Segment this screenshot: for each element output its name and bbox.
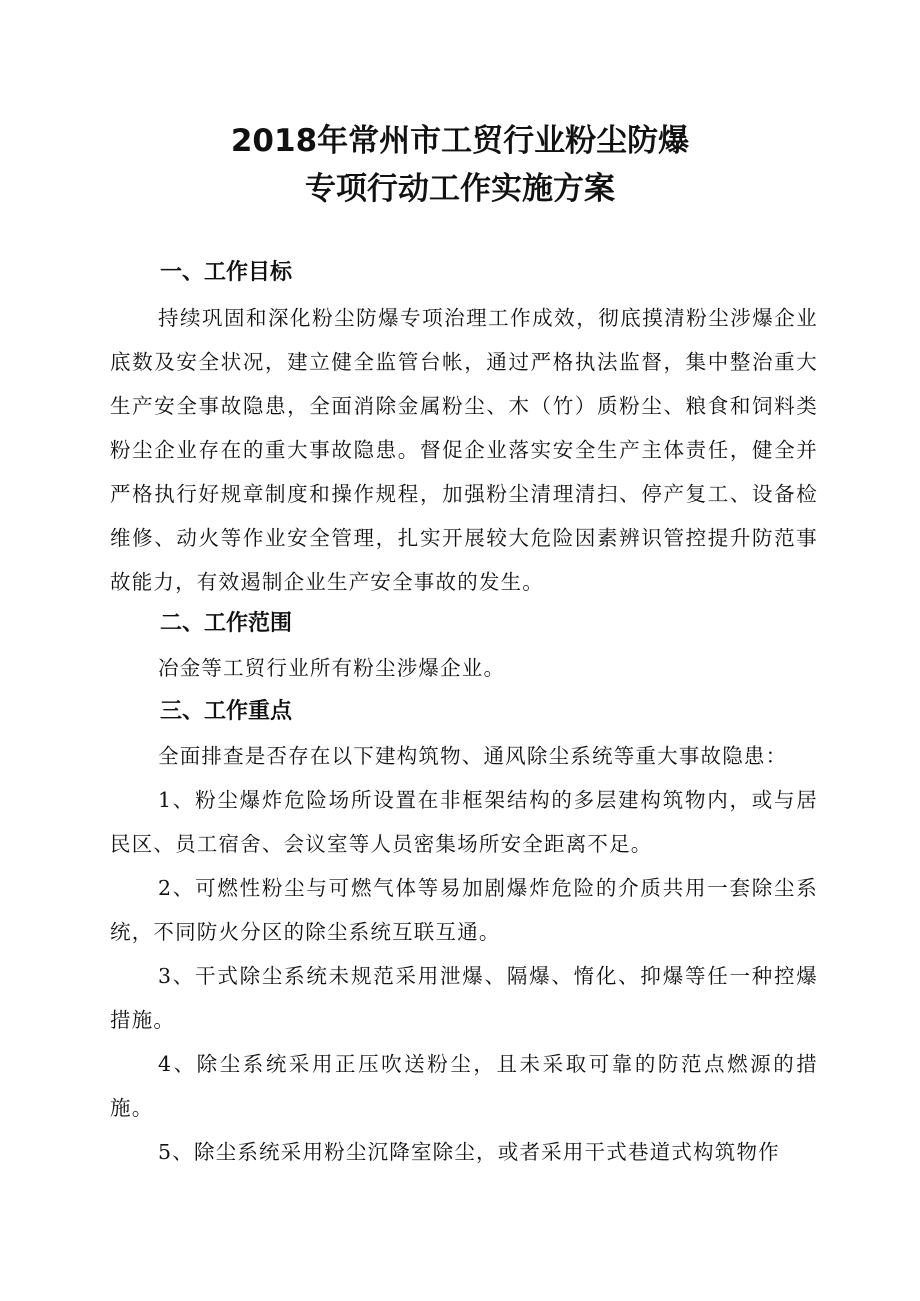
section-heading-goals: 一、工作目标 [160, 260, 293, 285]
paragraph-goals: 持续巩固和深化粉尘防爆专项治理工作成效，彻底摸清粉尘涉爆企业底数及安全状况，建立健全监管台帐，通过严格执法监督，集中整治重大生产安全事故隐患，全面消除金属粉尘、木（竹）质粉尘、粮食和饲料类粉尘企业存在的重大事故隐患。督促企业落实安全生产主体责任，健全并严格执行好规章制度和操作规程，加强粉尘清理清扫、停产复工、设备检维修、动火等作业安全管理，扎实开展较大危险因素辨识管控提升防范事故能力，有效遏制企业生产安全事故的发生。 [110, 306, 818, 594]
section-heading-scope: 二、工作范围 [160, 611, 293, 636]
document-title-line-1: 2018年常州市工贸行业粉尘防爆 [230, 123, 690, 159]
paragraph-focus-item-5: 5、除尘系统采用粉尘沉降室除尘，或者采用干式巷道式构筑物作 [158, 1140, 780, 1164]
paragraph-focus-intro: 全面排查是否存在以下建构筑物、通风除尘系统等重大事故隐患： [158, 744, 788, 768]
document-title-line-2: 专项行动工作实施方案 [305, 171, 615, 207]
paragraph-scope: 冶金等工贸行业所有粉尘涉爆企业。 [158, 656, 506, 680]
paragraph-focus-item-1: 1、粉尘爆炸危险场所设置在非框架结构的多层建构筑物内，或与居民区、员工宿舍、会议室等人员密集场所安全距离不足。 [110, 788, 818, 856]
paragraph-focus-item-3: 3、干式除尘系统未规范采用泄爆、隔爆、惰化、抑爆等任一种控爆措施。 [110, 964, 818, 1032]
section-heading-focus: 三、工作重点 [160, 699, 293, 724]
paragraph-focus-item-4: 4、除尘系统采用正压吹送粉尘，且未采取可靠的防范点燃源的措施。 [110, 1052, 818, 1120]
paragraph-focus-item-2: 2、可燃性粉尘与可燃气体等易加剧爆炸危险的介质共用一套除尘系统，不同防火分区的除尘系统互联互通。 [110, 876, 818, 944]
